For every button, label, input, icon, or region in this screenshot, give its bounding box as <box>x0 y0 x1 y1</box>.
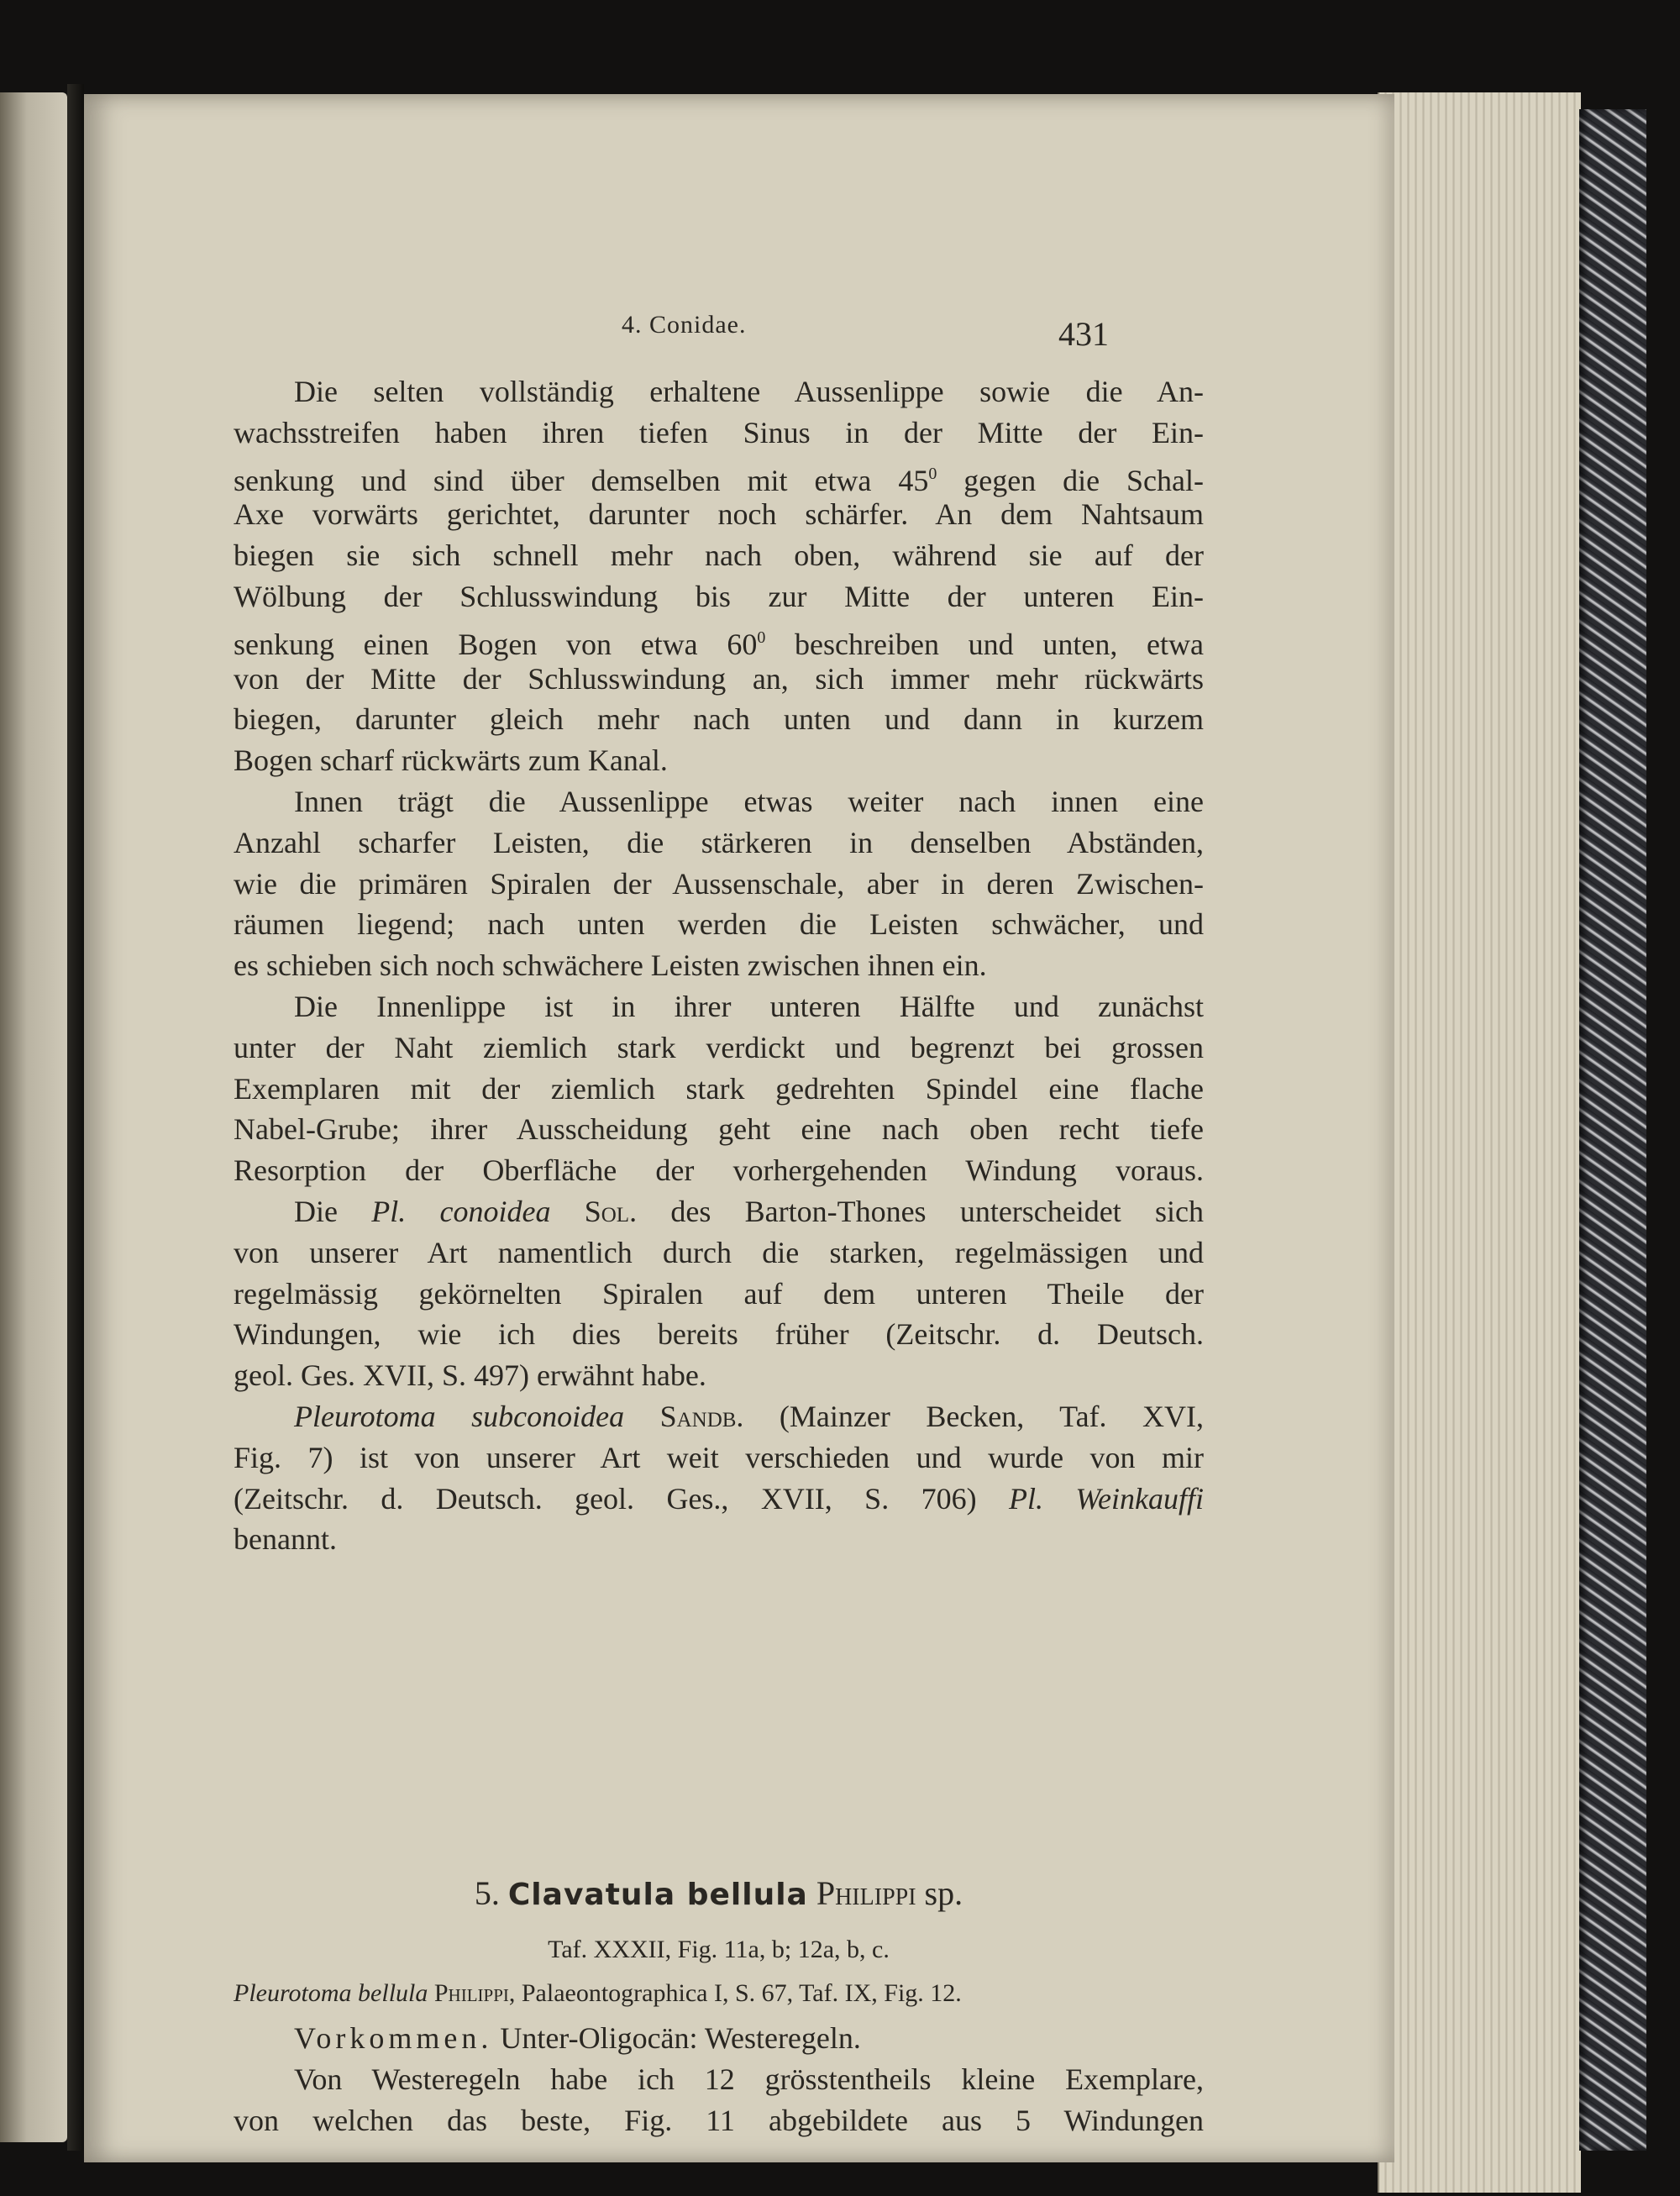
synonym-line <box>234 1979 1204 2008</box>
text-line: geol. Ges. XVII, S. 497) erwähnt habe. <box>234 1358 706 1393</box>
book-page <box>84 94 1394 2162</box>
text-line <box>234 454 1204 495</box>
page-number: 431 <box>1058 315 1109 353</box>
text-line: unter der Naht ziemlich stark verdickt und begrenzt bei grossen <box>234 1030 1204 1064</box>
text-line: Bogen scharf rückwärts zum Kanal. <box>234 743 668 778</box>
species-name: Pleurotoma subconoidea <box>294 1399 625 1433</box>
species-heading <box>234 1873 1204 1924</box>
text-line: Innen trägt die Aussenlippe etwas weiter nach innen eine <box>294 784 1204 818</box>
text-run: senkung und sind über demselben mit etwa 45 <box>234 463 929 497</box>
text-line: Die selten vollständig erhaltene Aussenlippe sowie die An- <box>294 375 1204 408</box>
occurrence-text: Unter-Oligocän: Westeregeln. <box>492 2021 861 2055</box>
text-line: regelmässig gekörnelten Spiralen auf dem unteren Theile der <box>234 1276 1204 1311</box>
occurrence-label: Vorkommen. <box>294 2021 493 2055</box>
text-line <box>234 1479 1204 1520</box>
text-line: Die Innenlippe ist in ihrer unteren Hälfte und zunächst <box>294 989 1204 1023</box>
text-line: von der Mitte der Schlusswindung an, sich immer mehr rückwärts <box>234 661 1204 696</box>
text-line <box>234 1191 1204 1232</box>
previous-page-edge <box>0 92 67 2142</box>
text-run: (Zeitschr. d. Deutsch. geol. Ges., XVII, S. 706) <box>234 1481 1009 1516</box>
species-title: Clavatula bellula <box>507 1878 808 1912</box>
author-name: Sol. <box>550 1194 638 1228</box>
species-name: Pl. Weinkauffi <box>1008 1481 1204 1516</box>
text-run: des Barton-Thones unterscheidet sich <box>637 1194 1204 1228</box>
author-name: Sandb. <box>624 1399 744 1433</box>
running-head <box>84 311 1394 378</box>
text-line: wie die primären Spiralen der Aussenschale, aber in deren Zwischen- <box>234 866 1204 901</box>
degree-mark: 0 <box>928 464 937 483</box>
species-suffix: sp. <box>916 1874 963 1912</box>
text-line <box>234 617 1204 659</box>
text-line: Axe vorwärts gerichtet, darunter noch schärfer. An dem Nahtsaum <box>234 497 1204 532</box>
marbled-cover-edge <box>1579 109 1646 2151</box>
text-line: wachsstreifen haben ihren tiefen Sinus in der Mitte der Ein- <box>234 415 1204 449</box>
species-number: 5. <box>474 1874 508 1912</box>
occurrence-line <box>234 2018 1204 2059</box>
text-line: Nabel-Grube; ihrer Ausscheidung geht eine nach oben recht tiefe <box>234 1112 1204 1147</box>
text-line: Wölbung der Schlusswindung bis zur Mitte der unteren Ein- <box>234 579 1204 613</box>
synonym-author: Philippi, <box>428 1979 516 2007</box>
body-text <box>234 371 1204 2137</box>
synonym-name: Pleurotoma bellula <box>234 1979 428 2007</box>
text-run: beschreiben und unten, etwa <box>765 627 1204 661</box>
book-gutter <box>67 84 84 2151</box>
text-run: gegen die Schal- <box>937 463 1204 497</box>
text-line: Resorption der Oberfläche der vorhergehenden Windung voraus. <box>234 1153 1204 1188</box>
degree-mark: 0 <box>757 628 766 647</box>
text-line: biegen sie sich schnell mehr nach oben, während sie auf der <box>234 538 1204 573</box>
text-run: Die <box>294 1194 372 1228</box>
text-line: Exemplaren mit der ziemlich stark gedrehten Spindel eine flache <box>234 1071 1204 1106</box>
text-line: von unserer Art namentlich durch die starken, regelmässigen und <box>234 1235 1204 1269</box>
text-line: biegen, darunter gleich mehr nach unten und dann in kurzem <box>234 702 1204 737</box>
text-line: Fig. 7) ist von unserer Art weit verschieden und wurde von mir <box>234 1440 1204 1474</box>
text-line: räumen liegend; nach unten werden die Leisten schwächer, und <box>234 907 1204 942</box>
text-line: Anzahl scharfer Leisten, die stärkeren in denselben Abständen, <box>234 825 1204 859</box>
species-name: Pl. conoidea <box>371 1194 551 1228</box>
text-line: es schieben sich noch schwächere Leisten zwischen ihnen ein. <box>234 948 987 983</box>
synonym-reference: Palaeontographica I, S. 67, Taf. IX, Fig. 12. <box>515 1979 962 2007</box>
plate-reference: Taf. XXXII, Fig. 11a, b; 12a, b, c. <box>548 1936 890 1963</box>
text-line: Windungen, wie ich dies bereits früher (Zeitschr. d. Deutsch. <box>234 1317 1204 1352</box>
species-author: Philippi <box>807 1874 916 1912</box>
running-title: 4. Conidae. <box>622 311 747 339</box>
page-stack-edge <box>1378 92 1581 2193</box>
text-line: Von Westeregeln habe ich 12 grösstentheils kleine Exemplare, <box>294 2062 1204 2096</box>
text-run: senkung einen Bogen von etwa 60 <box>234 627 758 661</box>
text-line: von welchen das beste, Fig. 11 abgebildete aus 5 Windungen <box>234 2103 1204 2137</box>
text-line <box>234 1396 1204 1437</box>
text-line: benannt. <box>234 1522 337 1557</box>
species-text <box>234 2018 1204 2141</box>
text-run: (Mainzer Becken, Taf. XVI, <box>743 1399 1204 1433</box>
